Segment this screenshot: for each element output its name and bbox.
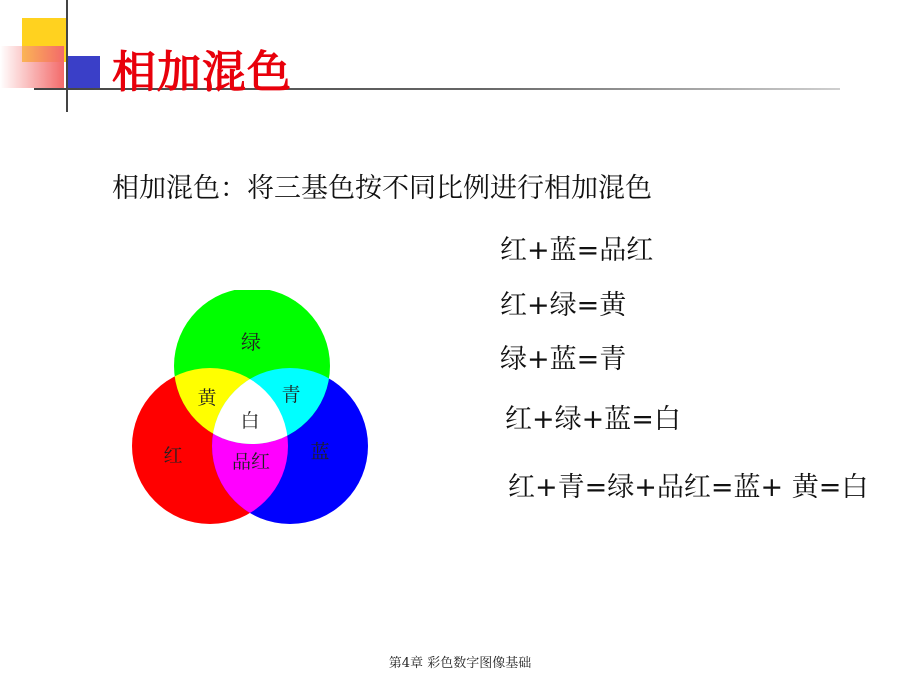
corner-vertical-line [66,0,68,112]
label-cyan: 青 [281,384,301,406]
equation-red-green-blue: 红+绿+蓝=白 [505,404,681,435]
equation-red-blue: 红+蓝=品红 [500,235,654,266]
slide-footer: 第4章 彩色数字图像基础 [388,656,532,671]
label-green: 绿 [241,330,261,354]
label-white: 白 [240,410,260,432]
corner-red-square [0,46,64,88]
equation-green-blue: 绿+蓝=青 [500,344,627,375]
equation-red-green: 红+绿=黄 [500,290,627,321]
label-red: 红 [163,445,183,467]
label-yellow: 黄 [197,387,217,409]
slide-title: 相加混色 [112,47,292,98]
slide-subtitle: 相加混色：将三基色按不同比例进行相加混色 [112,173,652,204]
additive-color-venn-diagram [131,290,371,530]
equation-complementary: 红+青=绿+品红=蓝+ 黄=白 [508,472,869,503]
label-magenta: 品红 [231,451,271,473]
corner-blue-square [66,56,100,90]
label-blue: 蓝 [310,441,330,463]
